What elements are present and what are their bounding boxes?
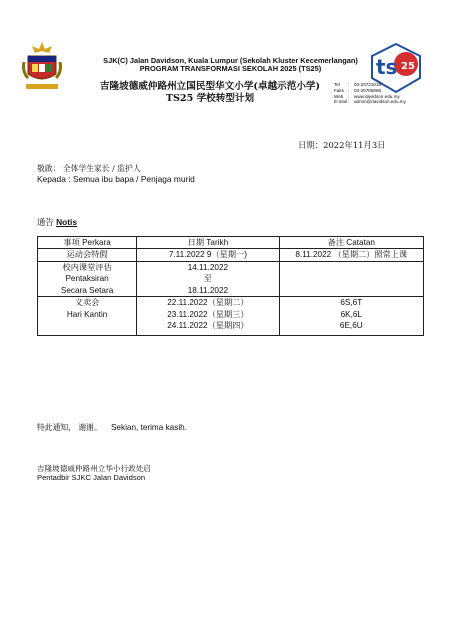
notice-title-malay: Notis (56, 217, 78, 227)
greeting-chinese: 敬啟： 全体学生家长 / 监护人 (37, 164, 141, 173)
program-title: PROGRAM TRANSFORMASI SEKOLAH 2025 (TS25) (139, 64, 322, 73)
notice-table (37, 236, 424, 336)
ts-logo-number: 25 (401, 61, 415, 72)
cell-perkara: 义卖会 Hari Kantin (38, 297, 137, 336)
signature-chinese: 吉隆坡德威仲路州立华小行政处启 (37, 464, 151, 473)
cell-catatan: 8.11.2022 （星期二）照常上课 (279, 249, 423, 262)
notice-title-chinese: 通告 (37, 217, 54, 227)
table-row (38, 261, 424, 297)
table-row (38, 297, 424, 336)
header-perkara: 事项 Perkara (38, 237, 137, 249)
contact-tel: Tel : 03-20721018 (334, 82, 382, 87)
contact-block (334, 82, 406, 105)
closing-chinese: 特此通知， 谢谢。 (37, 423, 102, 432)
cell-perkara: 校内课堂评估 Pentaksiran Secara Setara (38, 261, 137, 297)
header-catatan: 备注 Catatan (279, 237, 423, 249)
school-name: SJK(C) Jalan Davidson, Kuala Lumpur (Sekolah Kluster Kecemerlangan) (103, 56, 358, 65)
closing-line (37, 422, 187, 433)
cell-tarikh: 22.11.2022（星期二） 23.11.2022（星期三） 24.11.2022（星期四） (137, 297, 279, 336)
contact-fax: Faks : 03-20785086 (334, 87, 382, 93)
signature-malay: Pentadbir SJKC Jalan Davidson (37, 473, 146, 482)
contact-email: E-mail : admin@davidson.edu.my (334, 99, 406, 105)
notice-title (37, 216, 77, 228)
cell-perkara: 运动会特假 (38, 249, 137, 262)
contact-web: Web : www.davidson.edu.my (334, 93, 400, 99)
ts-logo-text: ts (376, 55, 398, 79)
table-row (38, 249, 424, 262)
program-title-chinese: TS25 学校转型计划 (165, 93, 255, 104)
greeting-malay: Kepada : Semua ibu bapa / Penjaga murid (37, 174, 195, 184)
table-header-row (38, 237, 424, 249)
school-name-chinese: 吉隆坡德威仲路州立国民型华文小学(卓越示范小学) (99, 81, 321, 92)
cell-catatan (279, 261, 423, 297)
malaysia-crest-logo (22, 40, 62, 94)
cell-tarikh: 7.11.2022 9（星期一) (137, 249, 279, 262)
cell-catatan: 6S,6T 6K,6L 6E,6U (279, 297, 423, 336)
closing-malay: Sekian, terima kasih. (110, 423, 187, 432)
header-tarikh: 日期 Tarikh (137, 237, 279, 249)
letter-date: 日期：2022年11月3日 (298, 140, 386, 150)
cell-tarikh: 14.11.2022 至 18.11.2022 (137, 261, 279, 297)
